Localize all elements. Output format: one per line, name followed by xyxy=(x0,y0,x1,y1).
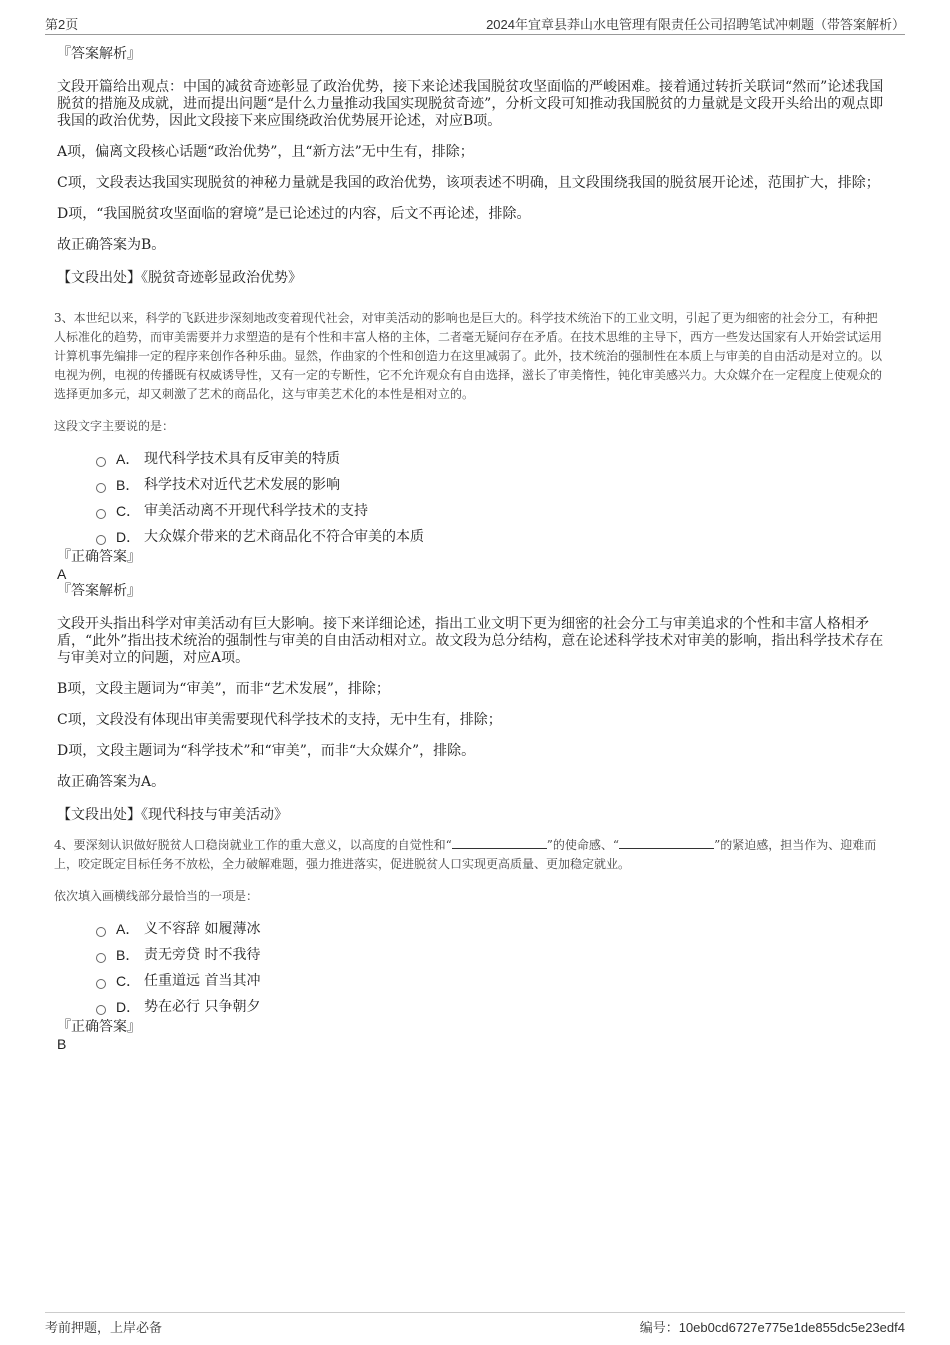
question-4-prompt: 依次填入画横线部分最恰当的一项是： xyxy=(54,889,259,903)
page-content xyxy=(54,46,892,1053)
option-key: A． xyxy=(116,451,140,467)
option-c[interactable] xyxy=(96,973,892,999)
option-text: 审美活动离不开现代科学技术的支持 xyxy=(144,503,368,519)
option-text: 现代科学技术具有反审美的特质 xyxy=(144,451,340,467)
option-key: C． xyxy=(116,973,141,989)
footer-slogan: 考前押题，上岸必备 xyxy=(45,1320,163,1335)
question-4-options xyxy=(57,921,892,1025)
page-number: 第2页 xyxy=(45,17,79,32)
radio-icon[interactable] xyxy=(96,535,106,545)
option-text: 任重道远 首当其冲 xyxy=(144,973,261,989)
option-text: 势在必行 只争朝夕 xyxy=(144,999,261,1015)
radio-icon[interactable] xyxy=(96,927,106,937)
analysis-paragraph: 文段开头指出科学对审美活动有巨大影响。接下来详细论述，指出工业文明下更为细密的社会分工与审美追求的个性和丰富人格相矛盾，“此外”指出技术统治的强制性与审美的自由活动相对立。故文段为总分结构，意在论述科学技术对审美的影响，指出科学技术存在与审美对立的问题，对应A项。 xyxy=(57,616,884,666)
question-4-text-part: ”的紧迫感，担当作为、迎难而上，咬定既定目标任务不放松，全力破解难题，强力推进落实，促进脱贫人口实现更高质量、更加稳定就业。 xyxy=(54,838,877,871)
question-3-text: 3、本世纪以来，科学的飞跃进步深刻地改变着现代社会，对审美活动的影响也是巨大的。科学技术统治下的工业文明，引起了更为细密的社会分工，有种把人标准化的趋势，而审美需要并力求塑造的是有个性和丰富人格的主体，二者毫无疑问存在矛盾。在技术思维的主导下，西方一些发达国家有人开始尝试运用计算机事先编排一定的程序来创作各种乐曲。显然，作曲家的个性和创造力在这里减弱了。此外，技术统治的强制性在本质上与审美的自由活动是对立的。以电视为例，电视的传播既有权威诱导性，又有一定的专断性，它不允许观众有自由选择，滋长了审美惰性，钝化审美感兴力。大众媒介在一定程度上使观众的选择更加多元，却又刺激了艺术的商品化，这与审美艺术化的本性是相对立的。 xyxy=(54,311,883,401)
option-text: 大众媒介带来的艺术商品化不符合审美的本质 xyxy=(144,529,424,545)
analysis-title: 『答案解析』 xyxy=(57,46,141,62)
analysis-paragraph: C项，文段表达我国实现脱贫的神秘力量就是我国的政治优势，该项表述不明确，且文段围绕我国的脱贫展开论述，范围扩大，排除； xyxy=(57,175,880,191)
correct-answer: A xyxy=(57,566,67,582)
option-key: B． xyxy=(116,477,140,493)
radio-icon[interactable] xyxy=(96,509,106,519)
option-a[interactable] xyxy=(96,451,892,477)
fill-blank-1 xyxy=(452,836,547,849)
analysis-paragraph: D项，“我国脱贫攻坚面临的窘境”是已论述过的内容，后文不再论述，排除。 xyxy=(57,206,531,222)
fill-blank-2 xyxy=(619,836,714,849)
analysis-paragraph: D项，文段主题词为“科学技术”和“审美”，而非“大众媒介”，排除。 xyxy=(57,743,476,759)
analysis-paragraph: B项，文段主题词为“审美”，而非“艺术发展”，排除； xyxy=(57,681,390,697)
option-c[interactable] xyxy=(96,503,892,529)
radio-icon[interactable] xyxy=(96,953,106,963)
option-key: B． xyxy=(116,947,140,963)
page-header xyxy=(45,14,905,35)
option-text: 义不容辞 如履薄冰 xyxy=(144,921,261,937)
question-4-text xyxy=(54,836,889,874)
analysis-title: 『答案解析』 xyxy=(57,583,141,599)
correct-answer: B xyxy=(57,1036,67,1052)
question-4-text-part: ”的使命感、“ xyxy=(546,838,620,852)
answer-title: 『正确答案』 xyxy=(57,549,141,565)
option-key: C． xyxy=(116,503,141,519)
option-key: D． xyxy=(116,999,141,1015)
question-4-text-part: 4、要深刻认识做好脱贫人口稳岗就业工作的重大意义，以高度的自觉性和“ xyxy=(54,838,452,852)
question-3-options xyxy=(57,451,892,555)
option-a[interactable] xyxy=(96,921,892,947)
analysis-conclusion: 故正确答案为A。 xyxy=(57,774,166,790)
radio-icon[interactable] xyxy=(96,457,106,467)
radio-icon[interactable] xyxy=(96,483,106,493)
analysis-conclusion: 故正确答案为B。 xyxy=(57,237,166,253)
option-key: A． xyxy=(116,921,140,937)
analysis-paragraph: 文段开篇给出观点：中国的减贫奇迹彰显了政治优势，接下来论述我国脱贫攻坚面临的严峻困难。接着通过转折关联词“然而”论述我国脱贫的措施及成就，进而提出问题“是什么力量推动我国实现脱贫奇迹”，分析文段可知推动我国脱贫的力量就是文段开头给出的观点即我国的政治优势，因此文段接下来应围绕政治优势展开论述，对应B项。 xyxy=(57,79,884,129)
option-key: D． xyxy=(116,529,141,545)
radio-icon[interactable] xyxy=(96,979,106,989)
analysis-paragraph: C项，文段没有体现出审美需要现代科学技术的支持，无中生有，排除； xyxy=(57,712,502,728)
document-id: 编号：10eb0cd6727e775e1de855dc5e23edf4 xyxy=(639,1320,905,1335)
document-title: 2024年宜章县莽山水电管理有限责任公司招聘笔试冲刺题（带答案解析） xyxy=(486,17,905,32)
page-footer xyxy=(45,1312,905,1336)
option-text: 科学技术对近代艺术发展的影响 xyxy=(144,477,340,493)
radio-icon[interactable] xyxy=(96,1005,106,1015)
answer-title: 『正确答案』 xyxy=(57,1019,141,1035)
analysis-paragraph: A项，偏离文段核心话题“政治优势”，且“新方法”无中生有，排除； xyxy=(57,144,474,160)
option-text: 责无旁贷 时不我待 xyxy=(144,947,261,963)
option-b[interactable] xyxy=(96,477,892,503)
source-citation: 【文段出处】《脱贫奇迹彰显政治优势》 xyxy=(57,270,302,286)
option-b[interactable] xyxy=(96,947,892,973)
question-3-prompt: 这段文字主要说的是： xyxy=(54,419,175,433)
source-citation: 【文段出处】《现代科技与审美活动》 xyxy=(57,807,288,823)
